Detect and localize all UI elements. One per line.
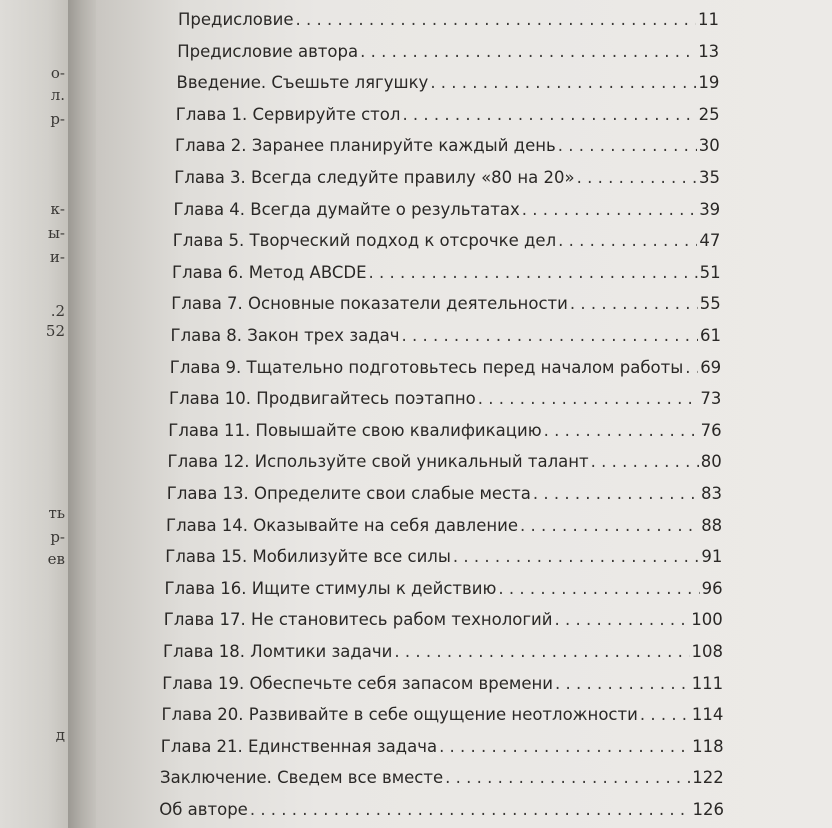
toc-entry (172, 263, 721, 282)
left-page-text-fragment: 52 (45, 322, 65, 340)
toc-entry-title: Глава 16. Ищите стимулы к действию (164, 578, 497, 598)
toc-dot-leader (544, 421, 699, 440)
toc-entry-title: Глава 20. Развивайте в себе ощущение неотложности (161, 705, 638, 725)
toc-entry-page-number: 96 (701, 578, 723, 598)
left-page-text-fragment: р- (50, 110, 65, 128)
toc-dot-leader (401, 326, 698, 345)
toc-entry-title: Об авторе (159, 800, 248, 819)
toc-entry-title: Глава 10. Продвигайтесь поэтапно (169, 389, 476, 409)
toc-dot-leader (558, 136, 697, 155)
toc-entry-page-number: 83 (701, 484, 722, 503)
toc-entry-page-number: 100 (691, 610, 723, 630)
toc-entry-title: Заключение. Сведем все вместе (160, 768, 444, 788)
toc-entry (162, 674, 723, 693)
toc-dot-leader (430, 73, 696, 92)
toc-dot-leader (439, 737, 690, 756)
toc-entry-title: Глава 4. Всегда думайте о результатах (173, 199, 520, 219)
toc-entry-title: Глава 17. Не становитесь рабом технологий (163, 610, 553, 630)
toc-entry (167, 484, 722, 503)
toc-dot-leader (577, 168, 697, 187)
toc-entry (168, 452, 722, 471)
toc-dot-leader (360, 42, 696, 61)
toc-entry-title: Глава 3. Всегда следуйте правилу «80 на 20» (174, 168, 575, 187)
toc-dot-leader (295, 10, 696, 29)
toc-dot-leader (522, 200, 697, 219)
toc-entry (174, 200, 721, 219)
toc-entry-title: Глава 12. Используйте свой уникальный талант (167, 452, 589, 472)
toc-dot-leader (554, 610, 689, 629)
left-page-text-fragment: л. (50, 86, 65, 104)
toc-entry-title: Глава 8. Закон трех задач (170, 326, 400, 345)
toc-entry (174, 168, 720, 187)
toc-dot-leader (453, 547, 700, 566)
toc-entry-title: Глава 14. Оказывайте на себя давление (166, 515, 519, 535)
toc-entry-title: Глава 9. Тщательно подготовьтесь перед началом работы (169, 357, 684, 377)
toc-entry-title: Предисловие (178, 10, 294, 29)
toc-entry (165, 579, 723, 598)
toc-entry-title: Глава 11. Повышайте свою квалификацию (168, 420, 542, 440)
toc-entry-page-number: 13 (698, 41, 720, 61)
toc-entry (159, 800, 724, 819)
left-page-text-fragment: ть (48, 504, 65, 522)
left-page-text-fragment: р- (50, 528, 65, 546)
toc-entry-page-number: 108 (691, 642, 723, 661)
toc-entry-title: Предисловие автора (177, 41, 359, 61)
toc-entry-title: Глава 7. Основные показатели деятельности (171, 294, 568, 314)
toc-entry-page-number: 126 (692, 800, 724, 819)
toc-entry-title: Глава 21. Единственная задача (160, 736, 438, 756)
toc-dot-leader (402, 105, 696, 124)
toc-entry-page-number: 61 (700, 326, 721, 345)
toc-entry (171, 294, 721, 313)
toc-entry-title: Глава 19. Обеспечьте себя запасом времени (162, 673, 554, 693)
toc-dot-leader (520, 516, 699, 535)
toc-entry-title: Глава 5. Творческий подход к отсрочке дел (172, 231, 557, 251)
toc-dot-leader (591, 452, 699, 471)
toc-entry (165, 547, 722, 566)
toc-dot-leader (555, 674, 690, 693)
toc-entry (160, 768, 724, 787)
toc-entry (161, 737, 724, 756)
toc-entry-title: Глава 15. Мобилизуйте все силы (165, 547, 451, 567)
toc-entry-page-number: 19 (698, 73, 720, 93)
toc-entry-page-number: 51 (699, 262, 721, 282)
toc-entry-page-number: 80 (700, 452, 722, 472)
toc-entry-title: Глава 1. Сервируйте стол (175, 104, 401, 124)
toc-entry (177, 42, 719, 61)
toc-entry (173, 231, 721, 250)
toc-entry-page-number: 111 (691, 673, 724, 693)
toc-entry-title: Глава 2. Заранее планируйте каждый день (175, 136, 556, 156)
toc-entry (178, 10, 719, 29)
toc-entry (162, 705, 724, 724)
toc-entry-page-number: 30 (698, 136, 720, 156)
left-page-text-fragment: ев (47, 550, 65, 568)
toc-dot-leader (369, 263, 698, 282)
toc-entry-title: Глава 6. Метод ABCDE (172, 262, 367, 282)
toc-dot-leader (558, 231, 697, 250)
toc-entry-page-number: 39 (699, 199, 721, 219)
toc-dot-leader (445, 768, 690, 787)
toc-entry-page-number: 11 (698, 10, 719, 29)
toc-entry-title: Глава 18. Ломтики задачи (163, 642, 393, 661)
toc-entry (164, 610, 723, 629)
toc-entry-page-number: 88 (701, 515, 723, 535)
toc-dot-leader (478, 389, 699, 408)
left-page (0, 0, 68, 828)
toc-entry-page-number: 47 (699, 231, 721, 251)
toc-entry-page-number: 73 (700, 389, 722, 409)
toc-entry-page-number: 122 (692, 768, 724, 788)
table-of-contents-page (96, 0, 832, 828)
toc-entry (171, 326, 722, 345)
toc-dot-leader (640, 705, 690, 724)
toc-entry (175, 136, 720, 155)
toc-entry (170, 358, 721, 377)
toc-entry (169, 389, 721, 408)
toc-entry-page-number: 25 (698, 104, 720, 124)
toc-dot-leader (533, 484, 699, 503)
toc-entry-page-number: 35 (699, 168, 720, 187)
toc-dot-leader (570, 294, 698, 313)
toc-entry-page-number: 118 (692, 736, 724, 756)
left-page-text-fragment: и- (49, 248, 65, 266)
toc-dot-leader (250, 800, 691, 819)
toc-entry-title: Введение. Съешьте лягушку (176, 73, 429, 93)
toc-entry-title: Глава 13. Определите свои слабые места (166, 484, 531, 503)
left-page-text-fragment: к- (50, 200, 65, 218)
toc-dot-leader (394, 642, 689, 661)
toc-entry-page-number: 91 (701, 547, 723, 567)
toc-entry (166, 516, 722, 535)
toc-dot-leader (498, 579, 699, 598)
toc-dot-leader (685, 358, 698, 377)
toc-entry-page-number: 55 (699, 294, 721, 314)
left-page-text-fragment: д (55, 726, 65, 744)
toc-entry (176, 105, 720, 124)
toc-entry (177, 73, 720, 92)
toc-entry-page-number: 76 (700, 420, 722, 440)
toc-entry-page-number: 69 (700, 357, 722, 377)
toc-entry-page-number: 114 (691, 705, 724, 725)
left-page-text-fragment: о- (50, 64, 65, 82)
toc-entry (163, 642, 723, 661)
left-page-text-fragment: .2 (50, 302, 65, 320)
left-page-text-fragment: ы- (47, 224, 65, 242)
toc-entry (168, 421, 721, 440)
